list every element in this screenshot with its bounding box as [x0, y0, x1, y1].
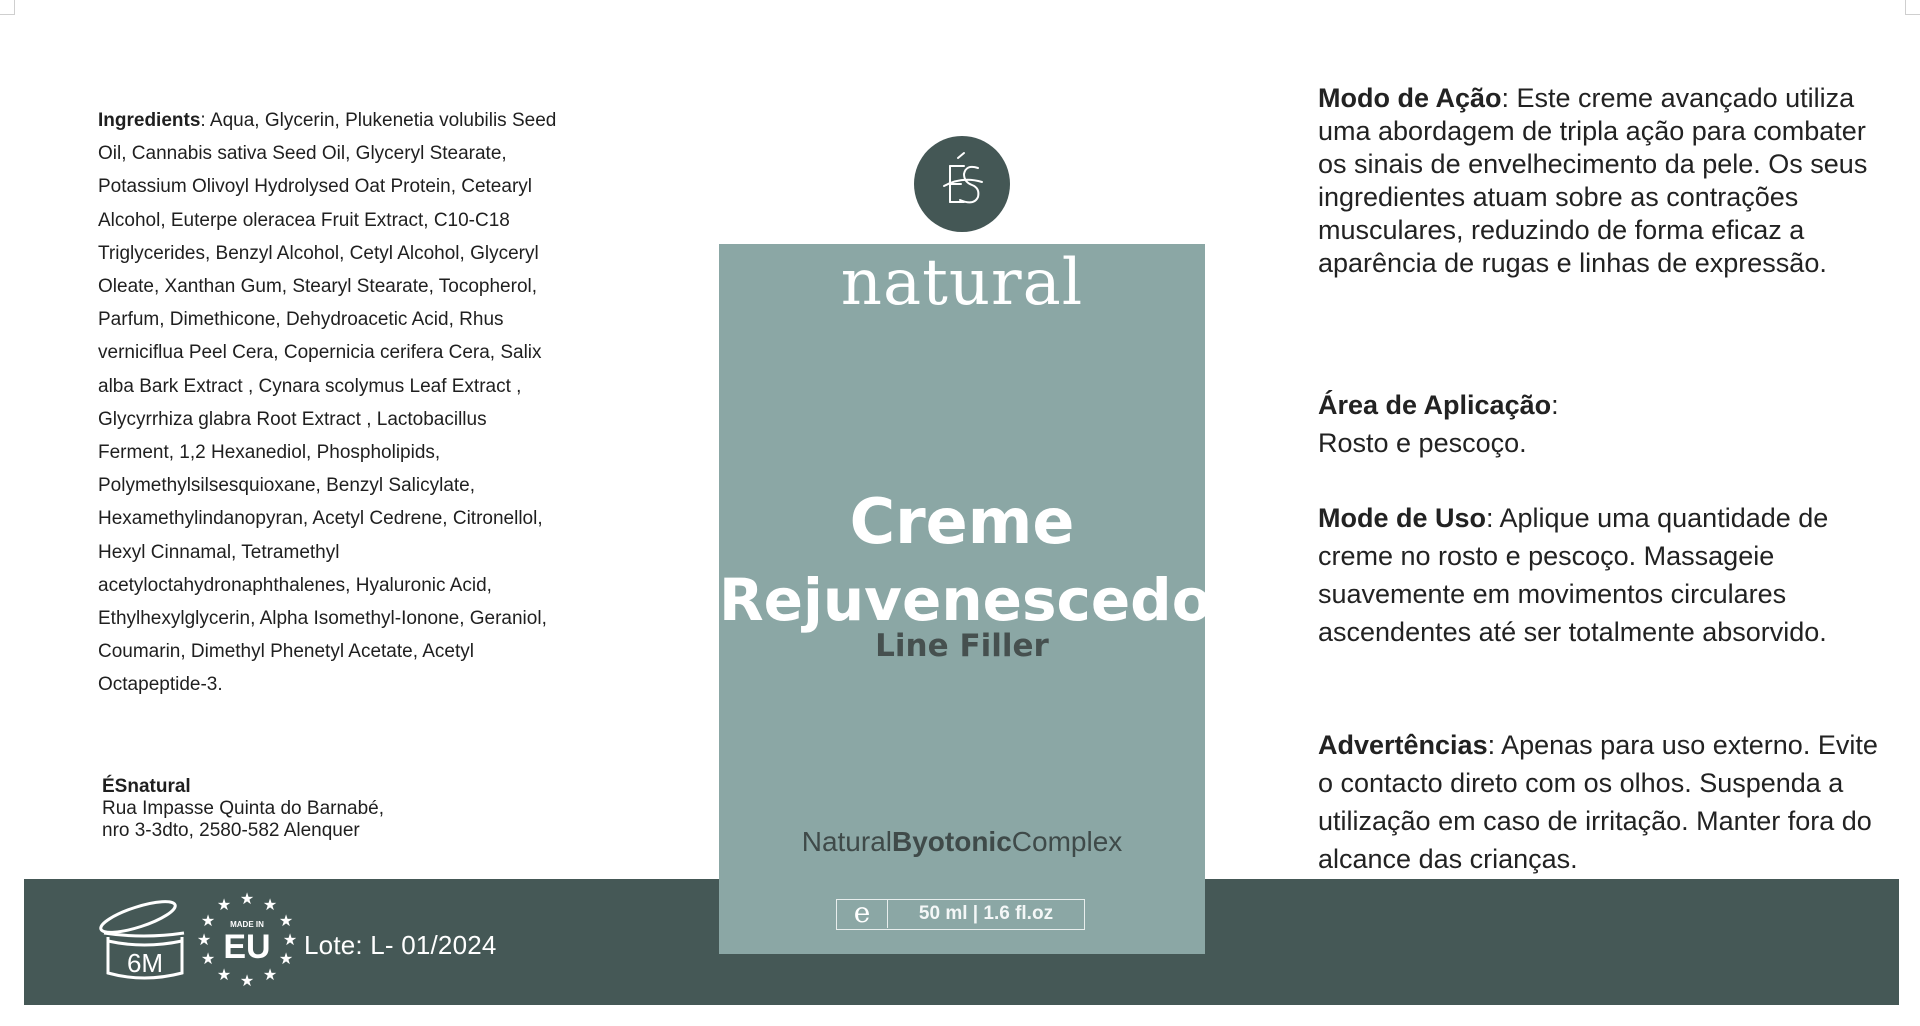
svg-text:★: ★ [239, 971, 255, 988]
volume-label: 50 ml | 1.6 fl.oz [918, 903, 1054, 924]
svg-text:★: ★ [200, 949, 216, 968]
complex-post: Complex [1011, 826, 1123, 857]
area-label: Área de Aplicação [1318, 390, 1552, 420]
svg-text:★: ★ [278, 949, 294, 968]
ingredients-list [98, 104, 558, 702]
pao-label: 6M [126, 948, 164, 978]
svg-text:★: ★ [198, 930, 212, 949]
svg-text:★: ★ [216, 895, 232, 914]
uso-text: : Aplique uma quantidade de creme no rosto e pescoço. Massageie suavemente em movimentos circulares ascendentes até ser totalmente absorvido. [1318, 503, 1829, 647]
made-in-eu-stars-icon [198, 888, 296, 988]
svg-text:★: ★ [262, 965, 278, 984]
ingredients-text: : Aqua, Glycerin, Plukenetia volubilis Seed Oil, Cannabis sativa Seed Oil, Glyceryl Stearate, Potassium Olivoyl Hydrolysed Oat Protein, Cetearyl Alcohol, Euterpe oleracea Fruit Extract, C10-C18 Triglycerides, Benzyl Alcohol, Cetyl Alcohol, Glyceryl Oleate, Xanthan Gum, Stearyl Stearate, Tocopherol, Parfum, Dimethicone, Dehydroacetic Acid, Rhus verniciflua Peel Cera, Copernicia cerifera Cera, Salix alba Bark Extract , Cynara scolymus Leaf Extract , Glycyrrhiza glabra Root Extract , Lactobacillus Ferment, 1,2 Hexanediol, Phospholipids, Polymethylsilsesquioxane, Benzyl Salicylate, Hexamethylindanopyran, Acetyl Cedrene, Citronellol, Hexyl Cinnamal, Tetramethyl acetyloctahydronaphthalenes, Hyaluronic Acid, Ethylhexylglycerin, Alpha Isomethyl-Ionone, Geraniol, Coumarin, Dimethyl Phenetyl Acetate, Acetyl Octapeptide-3. [98, 110, 557, 696]
section-area-aplicacao [1318, 386, 1888, 462]
uso-label: Mode de Uso [1318, 503, 1487, 533]
area-colon: : [1551, 390, 1559, 420]
section-modo-uso [1318, 499, 1888, 651]
made-in-label: MADE IN [230, 920, 264, 929]
volume-box [836, 896, 1085, 930]
svg-text:★: ★ [200, 911, 216, 930]
svg-text:★: ★ [239, 889, 255, 908]
product-title-line-1: Creme [849, 485, 1075, 558]
ingredients-label: Ingredients [98, 110, 201, 131]
product-subtitle: Line Filler [875, 628, 1049, 664]
svg-text:★: ★ [216, 965, 232, 984]
company-name: ÉSnatural [102, 776, 191, 797]
es-monogram-icon [914, 136, 1010, 232]
complex-pre: Natural [801, 826, 892, 857]
eu-label: EU [223, 928, 271, 966]
brand-wordmark: natural [840, 246, 1084, 320]
manufacturer-address [102, 776, 482, 842]
section-advertencias [1318, 726, 1888, 878]
lot-number: Lote: L- 01/2024 [304, 930, 497, 960]
address-line-2: nro 3-3dto, 2580-582 Alenquer [102, 820, 360, 841]
modo-acao-text: : Este creme avançado utiliza uma abordagem de tripla ação para combater os sinais de envelhecimento da pele. Os seus ingredientes atuam sobre as contrações musculares, reduzindo de forma eficaz a aparência de rugas e linhas de expressão. [1318, 83, 1868, 278]
advertencias-text: : Apenas para uso externo. Evite o contacto direto com os olhos. Suspenda a utilização em caso de irritação. Manter fora do alcance das crianças. [1318, 730, 1878, 874]
area-text: Rosto e pescoço. [1318, 428, 1527, 458]
advertencias-label: Advertências [1318, 730, 1488, 760]
product-title-line-2: Rejuvenescedor [719, 566, 1241, 634]
svg-text:★: ★ [282, 930, 296, 949]
section-modo-acao [1318, 82, 1888, 280]
crop-mark-top-right [1905, 0, 1920, 15]
estimated-sign-icon: e [837, 900, 888, 928]
crop-mark-top-left [0, 0, 15, 15]
svg-text:★: ★ [262, 895, 278, 914]
complex-bold: Byotonic [892, 826, 1012, 857]
svg-text:★: ★ [278, 911, 294, 930]
open-jar-icon [98, 893, 190, 983]
address-line-1: Rua Impasse Quinta do Barnabé, [102, 798, 385, 819]
modo-acao-label: Modo de Ação [1318, 83, 1502, 113]
complex-name [719, 824, 1205, 860]
